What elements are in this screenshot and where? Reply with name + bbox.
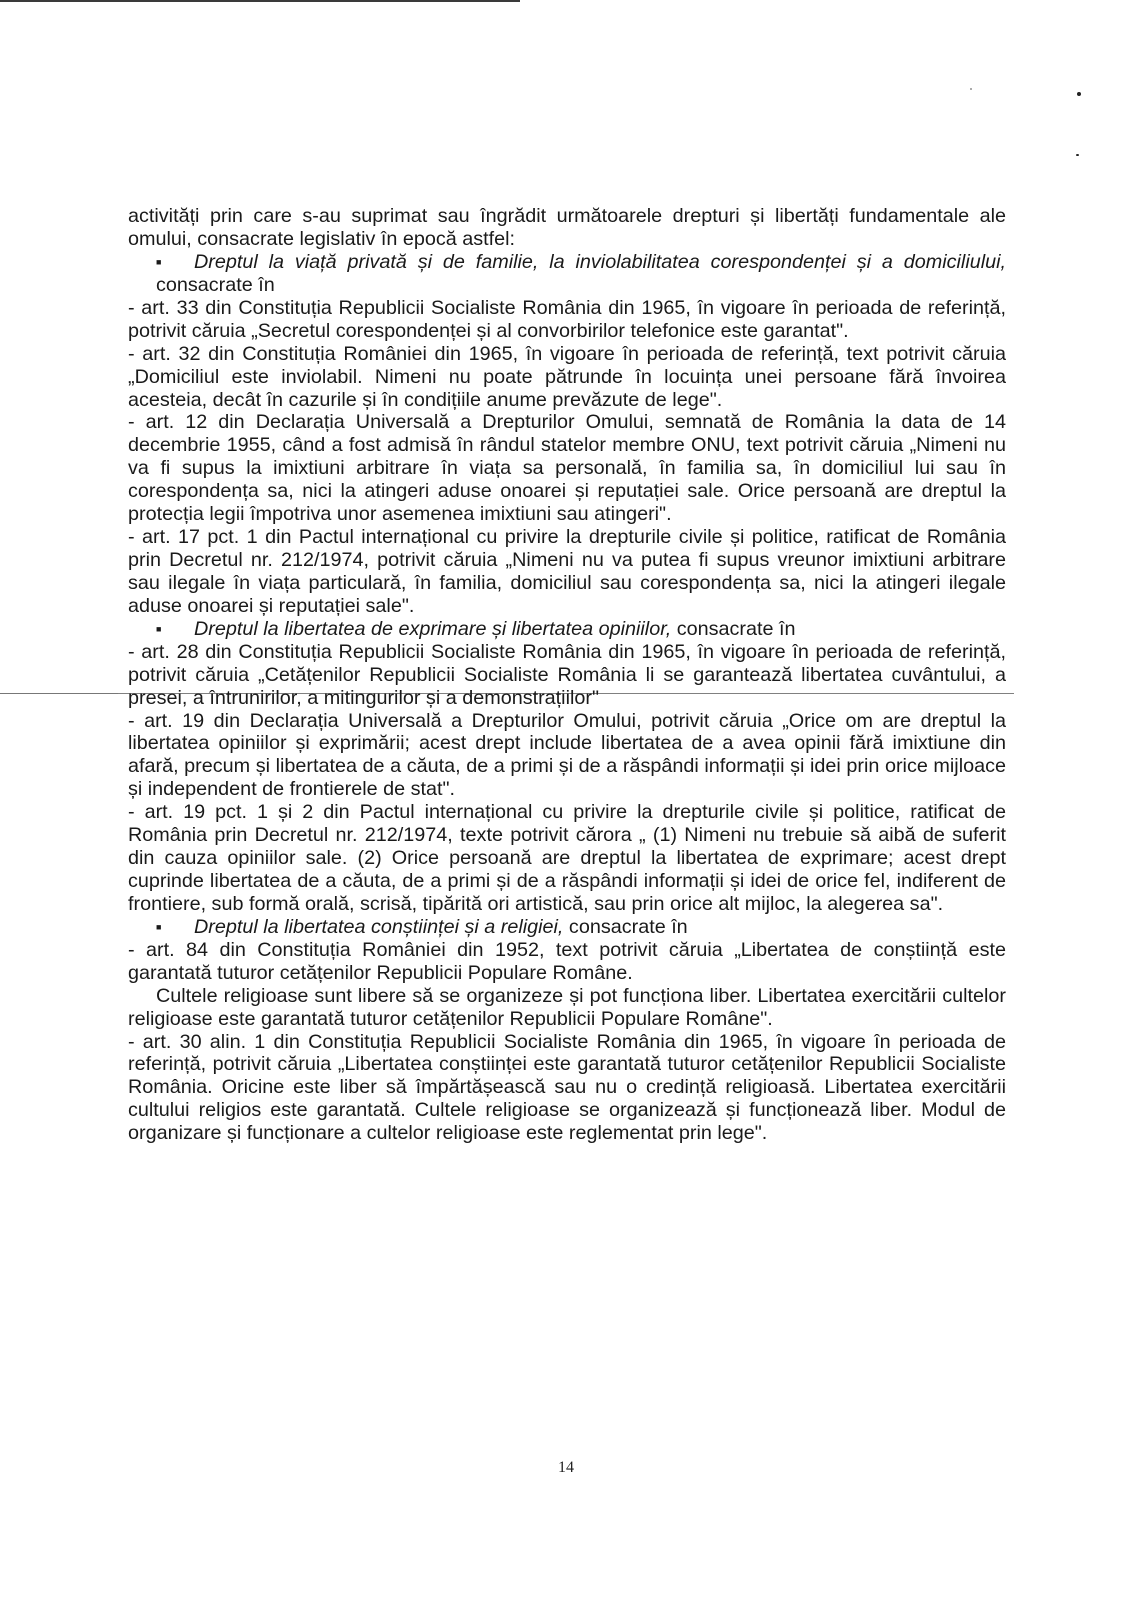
bullet-text: consacrate în bbox=[563, 915, 688, 938]
paragraph: - art. 12 din Declarația Universală a Drepturilor Omului, semnată de România la data de 14 decembrie 1955, când a fost admisă în rândul statelor membre ONU, text potrivit căruia „Nimeni nu va fi supus la imixtiuni arbitrare în viața sa personală, în familia sa, în domiciliul lui sau în corespondența sa, nici la atingeri aduse onoarei și reputației sale. Orice persoană are dreptul la protecția legii împotriva unor asemenea imixtiuni sau atingeri". bbox=[128, 411, 1006, 526]
scan-margin-mark bbox=[0, 693, 118, 694]
paragraph-indented: Cultele religioase sunt libere să se organizeze și pot funcționa liber. Libertatea exercitării cultelor religioase este garantată tuturor cetățenilor Republicii Populare Române". bbox=[128, 984, 1006, 1030]
paragraph: - art. 28 din Constituția Republicii Socialiste România din 1965, în vigoare în perioada de referință, potrivit căruia „Cetățenilor Republicii Socialiste România li se garantează libertatea cuvântului, a presei, a întrunirilor, a mitingurilor și a demonstrațiilor" bbox=[128, 640, 1006, 709]
paragraph: - art. 32 din Constituția României din 1965, în vigoare în perioada de referință, text potrivit căruia „Domiciliul este inviolabil. Nimeni nu poate pătrunde în locuința unei persoane fără învoirea acesteia, decât în cazurile și în condițiile anume prevăzute de lege". bbox=[128, 342, 1006, 411]
scan-top-edge-line bbox=[0, 0, 520, 2]
bullet-text: consacrate în bbox=[156, 274, 275, 297]
bullet-heading: Dreptul la libertatea conștiinței și a religiei, bbox=[194, 915, 564, 938]
paragraph: - art. 19 pct. 1 și 2 din Pactul internațional cu privire la drepturile civile și politice, ratificat de România prin Decretul nr. 212/1974, texte potrivit cărora „ (1) Nimeni nu trebuie să aibă de suferit din cauza opiniilor sale. (2) Orice persoană are dreptul la libertatea de exprimare; acest drept cuprinde libertatea de a căuta, de a primi și de a răspândi informații și idei de orice fel, indiferent de frontiere, sub formă orală, scrisă, tipărită ori artistică, sau prin orice alt mijloc, la alegerea sa". bbox=[128, 801, 1006, 915]
scan-speck bbox=[1077, 92, 1081, 96]
paragraph: - art. 33 din Constituția Republicii Socialiste România din 1965, în vigoare în perioada de referință, potrivit căruia „Secretul corespondenței și al convorbirilor telefonice este garantat". bbox=[128, 296, 1006, 342]
page-number: 14 bbox=[558, 1459, 574, 1476]
square-bullet-icon: ■ bbox=[156, 922, 162, 933]
paragraph: activități prin care s-au suprimat sau îngrădit următoarele drepturi și libertăți fundamentale ale omului, consacrate legislativ în epocă astfel: bbox=[128, 205, 1006, 250]
square-bullet-icon: ■ bbox=[156, 623, 162, 634]
square-bullet-icon: ■ bbox=[156, 257, 162, 268]
bullet-item bbox=[128, 251, 1006, 297]
paragraph: - art. 84 din Constituția României din 1952, text potrivit căruia „Libertatea de conștiință este garantată tuturor cetățenilor Republicii Populare Române. bbox=[128, 938, 1006, 984]
scan-speck bbox=[970, 88, 972, 90]
paragraph: - art. 30 alin. 1 din Constituția Republicii Socialiste România din 1965, în vigoare în perioada de referință, potrivit căruia „Libertatea conștiinței este garantată tuturor cetățenilor Republicii Socialiste România. Oricine este liber să împărtășească sau nu o credință religioasă. Libertatea exercitării cultului religios este garantată. Cultele religioase se organizează și funcționează liber. Modul de organizare și funcționare a cultelor religioase este reglementat prin lege". bbox=[128, 1030, 1006, 1145]
bullet-item bbox=[128, 618, 1006, 641]
bullet-item bbox=[128, 916, 1006, 939]
paragraph: - art. 19 din Declarația Universală a Drepturilor Omului, potrivit căruia „Orice om are dreptul la libertatea opiniilor și exprimării; acest drept include libertatea de a avea opinii fără imixtiune din afară, precum și libertatea de a căuta, de a primi și de a răspândi informații și idei prin orice mijloace și independent de frontierele de stat". bbox=[128, 709, 1006, 801]
paragraph: - art. 17 pct. 1 din Pactul internațional cu privire la drepturile civile și politice, ratificat de România prin Decretul nr. 212/1974, potrivit căruia „Nimeni nu va putea fi supus vreunor imixtiuni arbitrare sau ilegale în viața particulară, în familia, domiciliul sau corespondența sa, nici la atingeri ilegale aduse onoarei și reputației sale". bbox=[128, 526, 1006, 617]
bullet-text: consacrate în bbox=[671, 617, 796, 640]
bullet-heading: Dreptul la viață privată și de familie, la inviolabilitatea corespondenței și a domiciliului, bbox=[194, 250, 1006, 273]
bullet-heading: Dreptul la libertatea de exprimare și libertatea opiniilor, bbox=[194, 617, 672, 640]
scan-speck bbox=[1076, 154, 1079, 156]
document-body bbox=[128, 205, 1006, 1145]
